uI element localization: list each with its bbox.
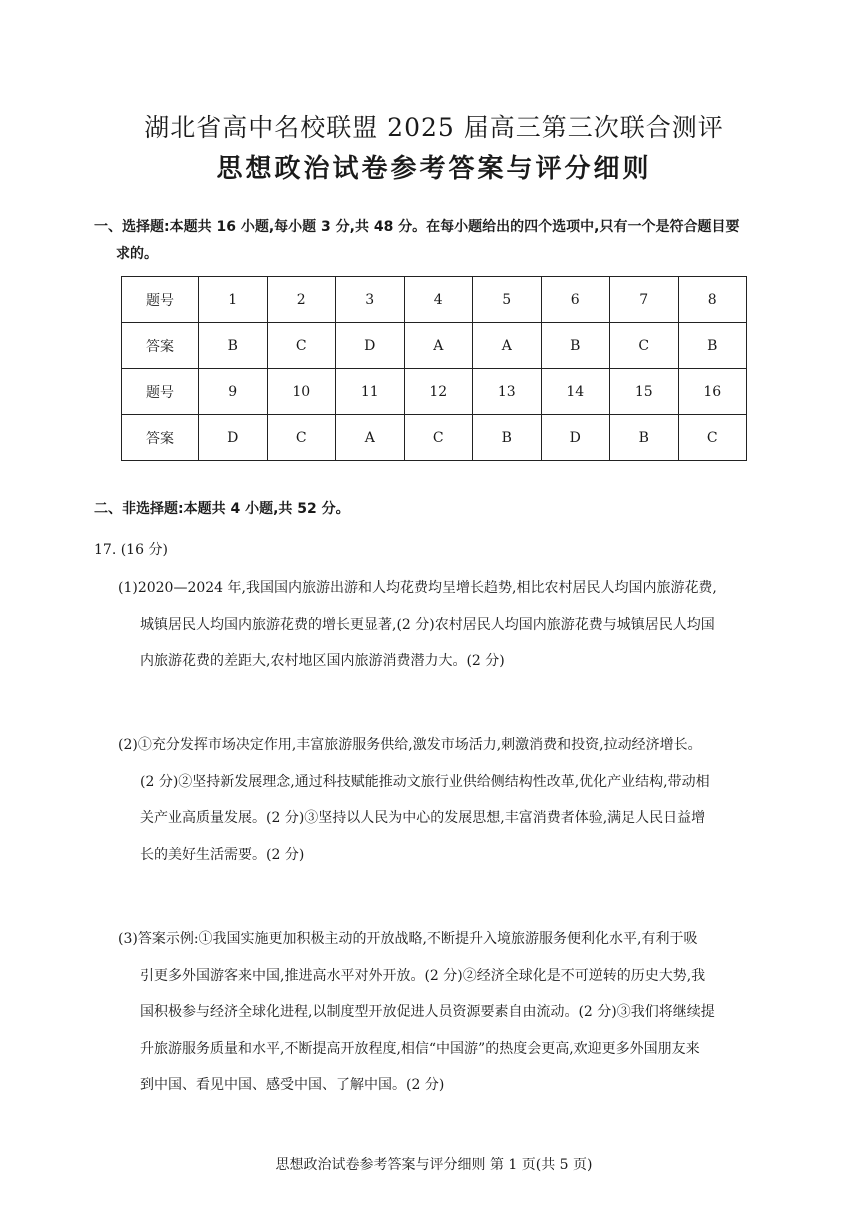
table-cell: A — [336, 415, 405, 461]
table-cell: 15 — [610, 369, 679, 415]
section-one-line-2: 求的。 — [116, 246, 158, 262]
section-one-heading — [94, 214, 784, 268]
page-footer: 思想政治试卷参考答案与评分细则 第 1 页(共 5 页) — [275, 1157, 593, 1173]
table-cell: B — [541, 323, 610, 369]
q17-part-1-line: (1)2020—2024 年,我国国内旅游出游和人均花费均呈增长趋势,相比农村居民人均国内旅游花费, — [118, 580, 717, 596]
table-cell: 7 — [610, 277, 679, 323]
q17-part-2-line: 长的美好生活需要。(2 分) — [140, 846, 305, 863]
exam-subtitle: 思想政治试卷参考答案与评分细则 — [216, 154, 652, 184]
table-cell: 14 — [541, 369, 610, 415]
question-17-number: 17. (16 分) — [94, 542, 168, 558]
table-cell: D — [199, 415, 268, 461]
table-cell: B — [199, 323, 268, 369]
table-row — [122, 369, 747, 415]
table-cell: 5 — [473, 277, 542, 323]
table-row — [122, 415, 747, 461]
table-row-header: 题号 — [122, 277, 199, 323]
table-cell: 12 — [404, 369, 473, 415]
exam-title: 湖北省高中名校联盟 2025 届高三第三次联合测评 — [144, 113, 724, 142]
section-one-line-1: 一、选择题:本题共 16 小题,每小题 3 分,共 48 分。在每小题给出的四个选项中,只有一个是符合题目要 — [94, 219, 740, 235]
table-cell: C — [610, 323, 679, 369]
q17-part-3-line: 引更多外国游客来中国,推进高水平对外开放。(2 分)②经济全球化是不可逆转的历史大势,我 — [140, 967, 706, 984]
q17-part-3-line: 升旅游服务质量和水平,不断提高开放程度,相信“中国游”的热度会更高,欢迎更多外国朋友来 — [140, 1040, 700, 1057]
table-cell: 10 — [267, 369, 336, 415]
answer-table — [121, 276, 747, 461]
table-cell: B — [678, 323, 747, 369]
section-two-heading: 二、非选择题:本题共 4 小题,共 52 分。 — [94, 501, 350, 517]
table-row-header: 答案 — [122, 415, 199, 461]
q17-part-1-line: 城镇居民人均国内旅游花费的增长更显著,(2 分)农村居民人均国内旅游花费与城镇居民人均国 — [140, 616, 715, 633]
table-row-header: 题号 — [122, 369, 199, 415]
table-cell: C — [267, 323, 336, 369]
table-cell: B — [473, 415, 542, 461]
table-cell: D — [541, 415, 610, 461]
q17-part-2-line: (2)①充分发挥市场决定作用,丰富旅游服务供给,激发市场活力,刺激消费和投资,拉动经济增长。 — [118, 737, 702, 753]
table-row-header: 答案 — [122, 323, 199, 369]
table-cell: 8 — [678, 277, 747, 323]
table-cell: 9 — [199, 369, 268, 415]
table-row — [122, 277, 747, 323]
table-row — [122, 323, 747, 369]
table-cell: B — [610, 415, 679, 461]
q17-part-2 — [118, 727, 786, 873]
q17-part-1 — [118, 570, 786, 680]
table-cell: C — [404, 415, 473, 461]
table-cell: 1 — [199, 277, 268, 323]
table-cell: 11 — [336, 369, 405, 415]
table-cell: C — [267, 415, 336, 461]
table-cell: 3 — [336, 277, 405, 323]
table-cell: A — [404, 323, 473, 369]
q17-part-2-line: 关产业高质量发展。(2 分)③坚持以人民为中心的发展思想,丰富消费者体验,满足人民日益增 — [140, 810, 706, 826]
table-cell: 4 — [404, 277, 473, 323]
table-cell: C — [678, 415, 747, 461]
table-cell: 2 — [267, 277, 336, 323]
table-cell: 6 — [541, 277, 610, 323]
table-cell: A — [473, 323, 542, 369]
q17-part-2-line: (2 分)②坚持新发展理念,通过科技赋能推动文旅行业供给侧结构性改革,优化产业结构,带动相 — [140, 773, 710, 790]
q17-part-3-line: 国积极参与经济全球化进程,以制度型开放促进人员资源要素自由流动。(2 分)③我们将继续提 — [140, 1004, 715, 1020]
table-cell: D — [336, 323, 405, 369]
q17-part-3 — [118, 921, 786, 1104]
table-cell: 16 — [678, 369, 747, 415]
q17-part-1-line: 内旅游花费的差距大,农村地区国内旅游消费潜力大。(2 分) — [140, 653, 505, 669]
q17-part-3-line: (3)答案示例:①我国实施更加积极主动的开放战略,不断提升入境旅游服务便利化水平,有利于吸 — [118, 931, 698, 947]
q17-part-3-line: 到中国、看见中国、感受中国、了解中国。(2 分) — [140, 1077, 445, 1093]
table-cell: 13 — [473, 369, 542, 415]
